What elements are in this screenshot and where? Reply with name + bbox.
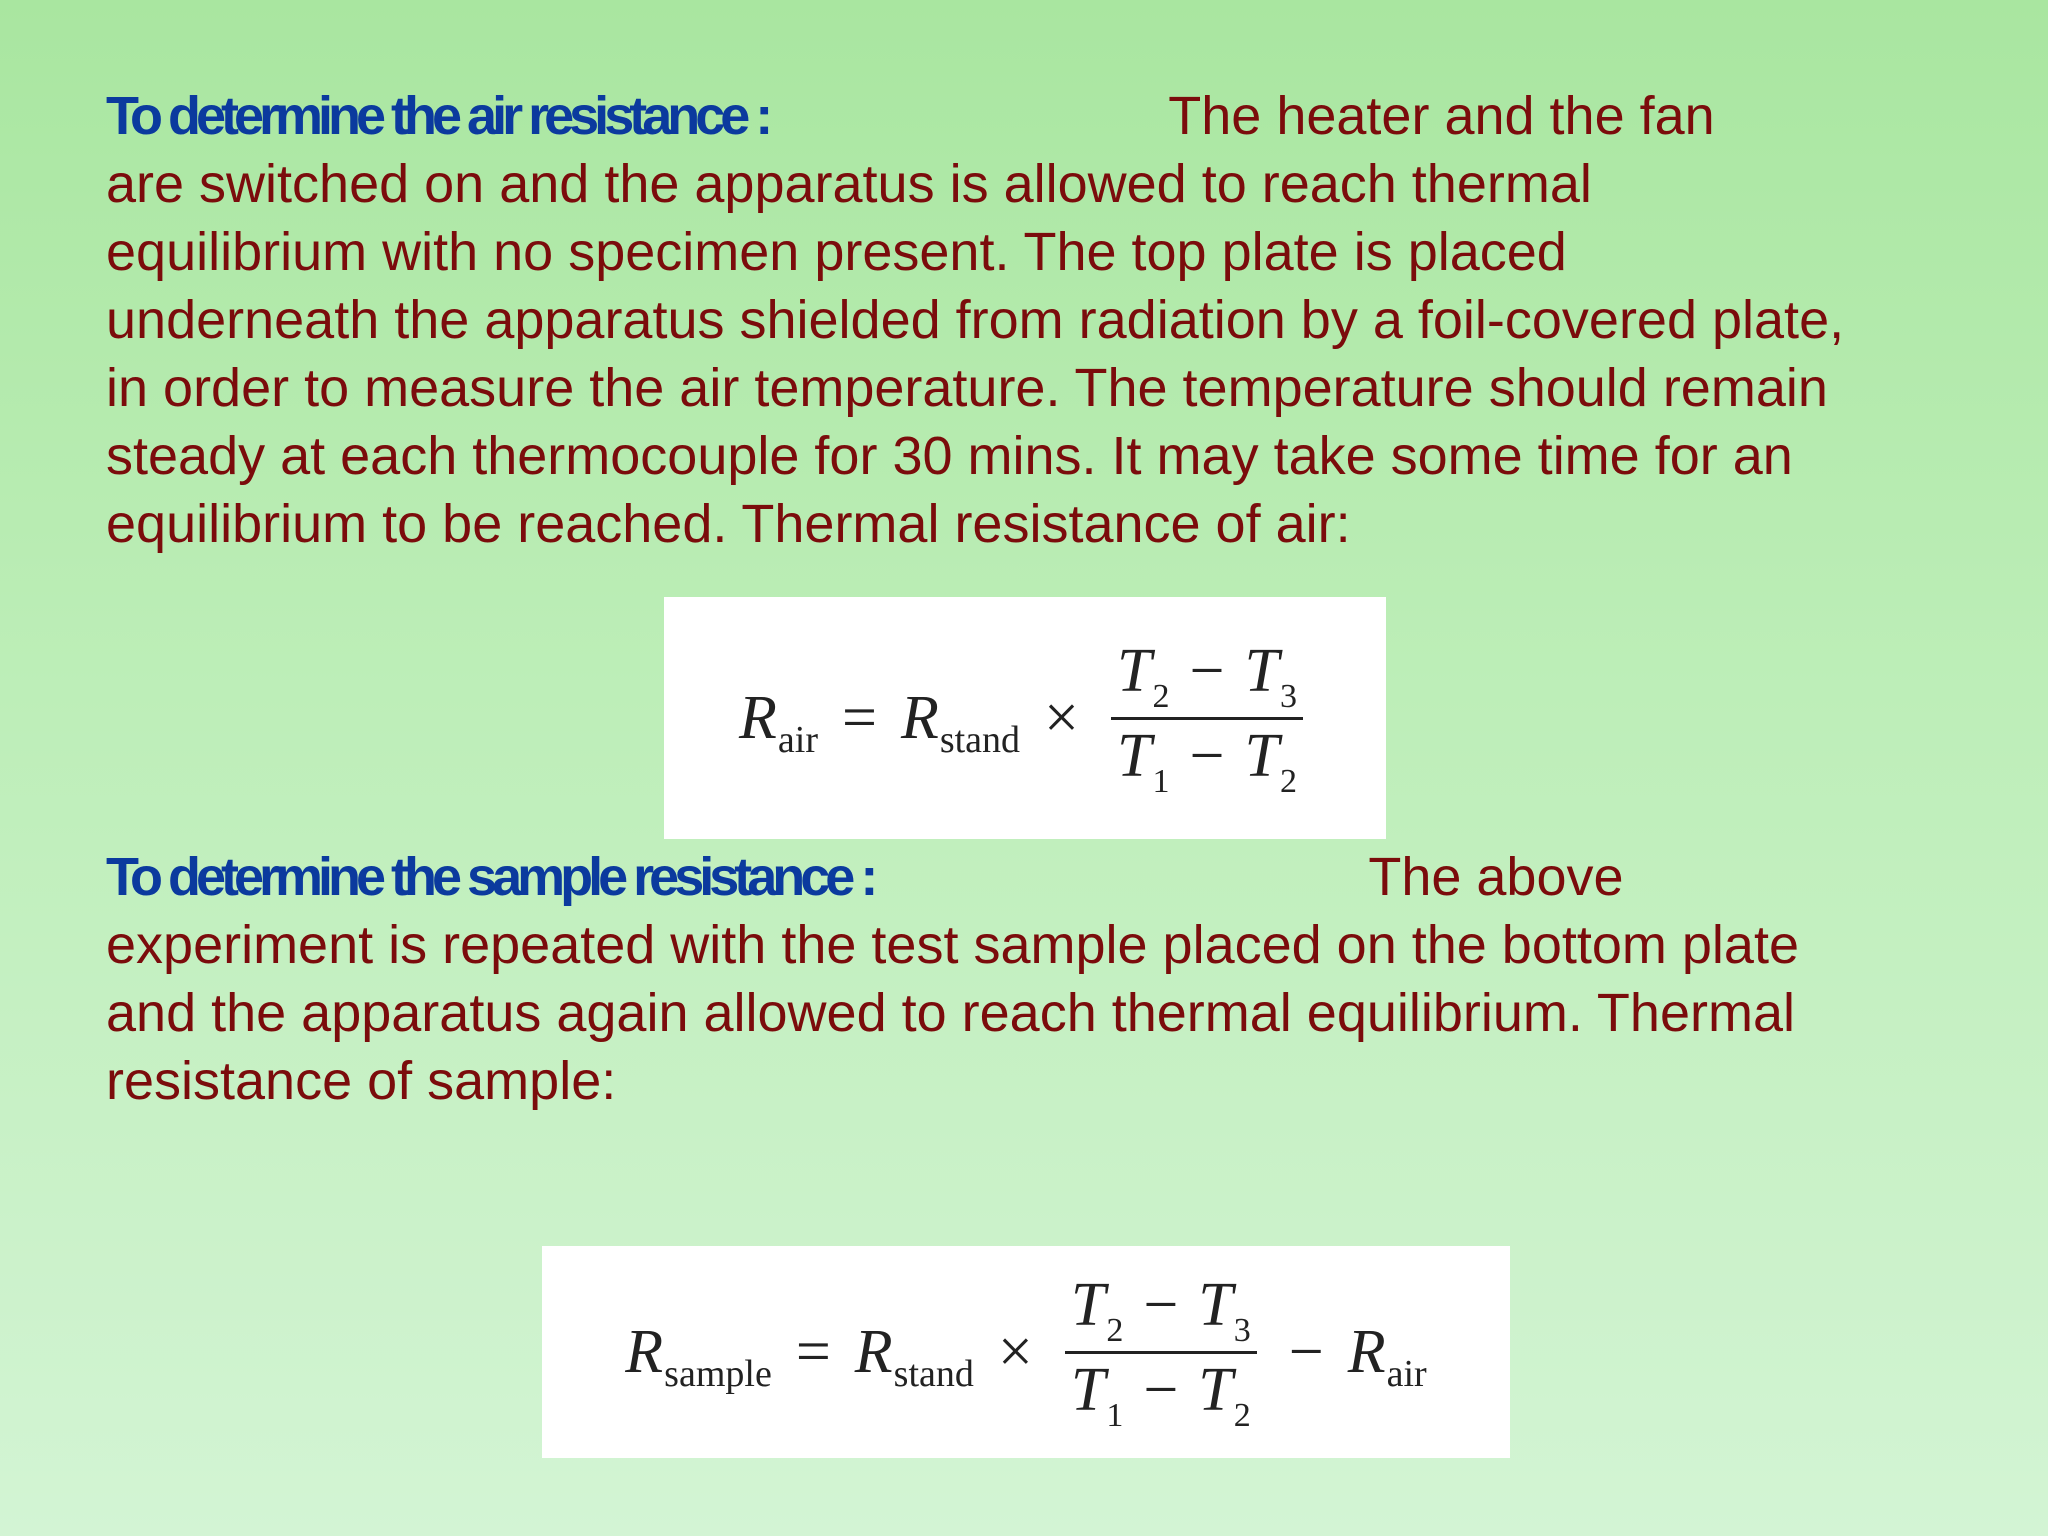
equals-sign: =: [795, 1317, 831, 1386]
subscript: 3: [1233, 1311, 1251, 1349]
subscript: air: [1386, 1352, 1427, 1395]
temperature-fraction: [1065, 1269, 1257, 1436]
formula-expression: [664, 597, 1386, 839]
r-sample-term: [625, 1317, 772, 1395]
sample-first-line: [106, 843, 2006, 911]
air-text-line: steady at each thermocouple for 30 mins. It may take some time for an: [106, 426, 1793, 486]
formula-expression: [542, 1246, 1510, 1458]
symbol: R: [625, 1317, 664, 1386]
times-sign: ×: [997, 1317, 1033, 1386]
air-resistance-heading: To determine the air resistance :: [106, 86, 769, 146]
air-text-line: underneath the apparatus shielded from radiation by a foil-covered plate,: [106, 290, 1845, 350]
minus-sign: −: [1143, 1270, 1179, 1339]
symbol: T: [1244, 636, 1279, 705]
minus-sign: −: [1189, 636, 1225, 705]
symbol: T: [1198, 1355, 1233, 1424]
minus-sign: −: [1288, 1317, 1324, 1386]
air-text-line: are switched on and the apparatus is allowed to reach thermal: [106, 154, 1592, 214]
symbol: T: [1070, 1270, 1106, 1339]
minus-sign: −: [1189, 721, 1225, 790]
subscript: air: [777, 718, 818, 761]
fraction-denominator: [1111, 720, 1303, 802]
symbol: T: [1117, 636, 1152, 705]
subscript: 2: [1106, 1311, 1124, 1349]
r-stand-term: [900, 683, 1021, 761]
sample-text-line: The above: [1368, 847, 1624, 907]
symbol: R: [1347, 1317, 1386, 1386]
air-resistance-formula: [664, 597, 1386, 839]
air-resistance-paragraph: [106, 82, 2006, 558]
sample-text-line: experiment is repeated with the test sample placed on the bottom plate: [106, 915, 1799, 975]
symbol: R: [739, 683, 777, 752]
air-text-line: equilibrium with no specimen present. The top plate is placed: [106, 222, 1567, 282]
sample-resistance-paragraph: [106, 843, 2006, 1115]
subscript: stand: [939, 718, 1021, 761]
fraction-numerator: [1111, 635, 1303, 717]
sample-text-line: and the apparatus again allowed to reach thermal equilibrium. Thermal: [106, 983, 1795, 1043]
subscript: 2: [1233, 1396, 1251, 1434]
air-text-line: The heater and the fan: [1168, 86, 1715, 146]
sample-resistance-formula: [542, 1246, 1510, 1458]
symbol: T: [1244, 721, 1279, 790]
subscript: 1: [1152, 762, 1170, 800]
equals-sign: =: [841, 683, 877, 752]
minus-sign: −: [1143, 1355, 1179, 1424]
sample-text-line: resistance of sample:: [106, 1051, 617, 1111]
symbol: T: [1198, 1270, 1233, 1339]
sample-resistance-heading: To determine the sample resistance :: [106, 847, 874, 907]
subscript: 3: [1279, 677, 1297, 715]
air-first-line: [106, 82, 2006, 150]
r-air-term: [1347, 1317, 1427, 1395]
subscript: stand: [893, 1352, 974, 1395]
air-text-line: equilibrium to be reached. Thermal resistance of air:: [106, 494, 1351, 554]
fraction-denominator: [1065, 1354, 1257, 1436]
fraction-numerator: [1065, 1269, 1257, 1351]
symbol: T: [1070, 1355, 1106, 1424]
r-stand-term: [854, 1317, 974, 1395]
symbol: R: [854, 1317, 893, 1386]
symbol: R: [900, 683, 939, 752]
subscript: sample: [664, 1352, 772, 1395]
temperature-fraction: [1111, 635, 1303, 802]
r-air-term: [739, 683, 818, 761]
symbol: T: [1117, 721, 1152, 790]
air-text-line: in order to measure the air temperature. The temperature should remain: [106, 358, 1828, 418]
subscript: 2: [1152, 677, 1170, 715]
subscript: 2: [1279, 762, 1297, 800]
times-sign: ×: [1044, 683, 1080, 752]
subscript: 1: [1106, 1396, 1124, 1434]
